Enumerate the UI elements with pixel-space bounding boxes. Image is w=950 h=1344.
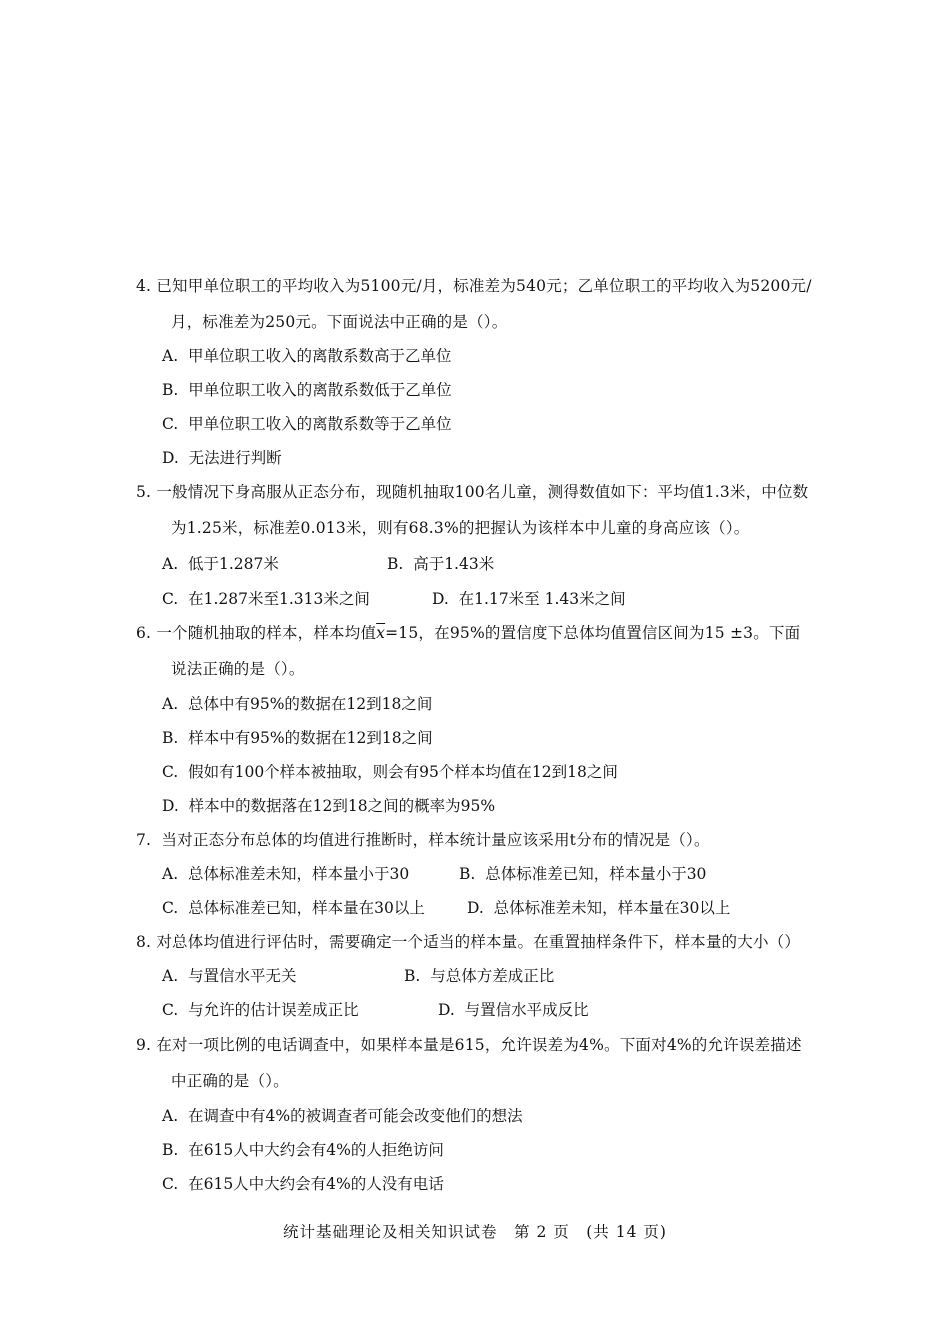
- option-text: 甲单位职工收入的离散系数低于乙单位: [188, 381, 452, 399]
- question-8-option-b: [404, 966, 554, 986]
- question-9-option-b: [162, 1140, 444, 1160]
- option-letter: B.: [387, 555, 404, 573]
- option-letter: B.: [162, 1141, 179, 1159]
- option-letter: A.: [162, 865, 179, 883]
- question-stem: 对总体均值进行评估时，需要确定一个适当的样本量。在重置抽样条件下，样本量的大小（）: [156, 933, 801, 951]
- option-text: 与置信水平成反比: [464, 1001, 589, 1019]
- question-stem: 在对一项比例的电话调查中，如果样本量是615，允许误差为4%。下面对4%的允许误差描述: [156, 1036, 802, 1054]
- question-8-option-d: [438, 1000, 589, 1020]
- option-text: 无法进行判断: [188, 449, 282, 467]
- page-footer: 统计基础理论及相关知识试卷 第 2 页 (共 14 页): [283, 1223, 667, 1241]
- question-5-option-c: [162, 589, 370, 609]
- option-text: 样本中的数据落在12到18之间的概率为95%: [188, 797, 496, 815]
- option-letter: B.: [404, 967, 421, 985]
- question-number: 6.: [136, 624, 152, 642]
- option-letter: D.: [467, 899, 484, 917]
- question-number: 4.: [136, 277, 152, 295]
- option-letter: D.: [162, 797, 179, 815]
- option-text: 与总体方差成正比: [430, 967, 555, 985]
- question-7-line-1: [136, 830, 710, 850]
- question-5-option-a: [162, 554, 279, 574]
- option-text: 在调查中有4%的被调查者可能会改变他们的想法: [187, 1107, 523, 1125]
- question-number: 9.: [136, 1036, 152, 1054]
- question-stem-post: 。下面: [753, 624, 801, 642]
- option-text: 总体标准差已知，样本量在30以上: [188, 899, 425, 917]
- option-text: 假如有100个样本被抽取，则会有95个样本均值在12到18之间: [188, 763, 618, 781]
- option-letter: A.: [162, 967, 179, 985]
- option-text: 低于1.287米: [187, 555, 279, 573]
- question-number: 5.: [136, 483, 152, 501]
- question-5-option-b: [387, 554, 494, 574]
- option-text: 甲单位职工收入的离散系数高于乙单位: [187, 347, 452, 365]
- option-letter: A.: [162, 695, 179, 713]
- option-text: 在615人中大约会有4%的人没有电话: [188, 1175, 444, 1193]
- option-text: 与允许的估计误差成正比: [188, 1001, 359, 1019]
- option-letter: A.: [162, 1107, 179, 1125]
- question-6-line-2: 说法正确的是（）。: [171, 660, 305, 678]
- option-text: 在1.17米至 1.43米之间: [458, 590, 626, 608]
- question-6-option-d: [162, 796, 495, 816]
- question-4-option-b: [162, 380, 452, 400]
- sample-mean-symbol: $\overline{x}$: [376, 624, 386, 642]
- question-7-option-b: [459, 864, 706, 884]
- question-6-option-b: [162, 728, 433, 748]
- question-stem: 已知甲单位职工的平均收入为5100元/月，标准差为540元；乙单位职工的平均收入为5200元/: [156, 277, 812, 295]
- question-7-option-c: [162, 898, 425, 918]
- option-letter: C.: [162, 1001, 179, 1019]
- question-stem: 一般情况下身高服从正态分布，现随机抽取100名儿童，测得数值如下：平均值1.3米，中位数: [156, 483, 809, 501]
- question-6-line-1: [136, 623, 800, 643]
- question-stem: 当对正态分布总体的均值进行推断时，样本统计量应该采用t分布的情况是（）。: [161, 831, 710, 849]
- confidence-interval: 15 ±3: [704, 624, 754, 642]
- option-letter: B.: [459, 865, 476, 883]
- question-9-line-1: [136, 1035, 802, 1055]
- question-7-option-a: [162, 864, 409, 884]
- question-6-option-c: [162, 762, 618, 782]
- option-text: 高于1.43米: [413, 555, 495, 573]
- option-text: 总体标准差未知，样本量小于30: [187, 865, 410, 883]
- option-text: 样本中有95%的数据在12到18之间: [188, 729, 433, 747]
- question-4-option-a: [162, 346, 452, 366]
- question-5-line-1: [136, 482, 808, 502]
- question-9-line-2: 中正确的是（）。: [171, 1072, 289, 1090]
- question-8-option-c: [162, 1000, 359, 1020]
- option-text: 总体标准差已知，样本量小于30: [485, 865, 707, 883]
- question-8-line-1: [136, 932, 800, 952]
- option-text: 甲单位职工收入的离散系数等于乙单位: [188, 415, 452, 433]
- option-letter: C.: [162, 1175, 179, 1193]
- question-5-option-d: [432, 589, 626, 609]
- option-text: 在1.287米至1.313米之间: [188, 590, 370, 608]
- question-4-option-c: [162, 414, 452, 434]
- option-text: 与置信水平无关: [187, 967, 297, 985]
- option-letter: D.: [162, 449, 179, 467]
- question-9-option-a: [162, 1106, 523, 1126]
- option-letter: D.: [432, 590, 449, 608]
- option-letter: A.: [162, 555, 179, 573]
- question-number: 8.: [136, 933, 152, 951]
- option-letter: C.: [162, 899, 179, 917]
- option-text: 总体中有95%的数据在12到18之间: [187, 695, 433, 713]
- question-6-option-a: [162, 694, 432, 714]
- option-letter: B.: [162, 729, 179, 747]
- option-letter: C.: [162, 415, 179, 433]
- question-stem-pre: 一个随机抽取的样本，样本均值: [156, 624, 377, 642]
- question-5-line-2: 为1.25米，标准差0.013米，则有68.3%的把握认为该样本中儿童的身高应该（）。: [171, 519, 750, 537]
- option-text: 总体标准差未知，样本量在30以上: [493, 899, 731, 917]
- question-number: 7.: [136, 831, 152, 849]
- option-letter: C.: [162, 590, 179, 608]
- question-7-option-d: [467, 898, 730, 918]
- question-8-option-a: [162, 966, 297, 986]
- question-stem-mid: =15，在95%的置信度下总体均值置信区间为: [385, 624, 705, 642]
- question-4-option-d: [162, 448, 282, 468]
- option-letter: D.: [438, 1001, 455, 1019]
- question-9-option-c: [162, 1174, 444, 1194]
- question-4-line-2: 月，标准差为250元。下面说法中正确的是（）。: [171, 313, 508, 331]
- option-letter: B.: [162, 381, 179, 399]
- question-4-line-1: [136, 276, 812, 296]
- option-letter: A.: [162, 347, 179, 365]
- option-letter: C.: [162, 763, 179, 781]
- option-text: 在615人中大约会有4%的人拒绝访问: [188, 1141, 444, 1159]
